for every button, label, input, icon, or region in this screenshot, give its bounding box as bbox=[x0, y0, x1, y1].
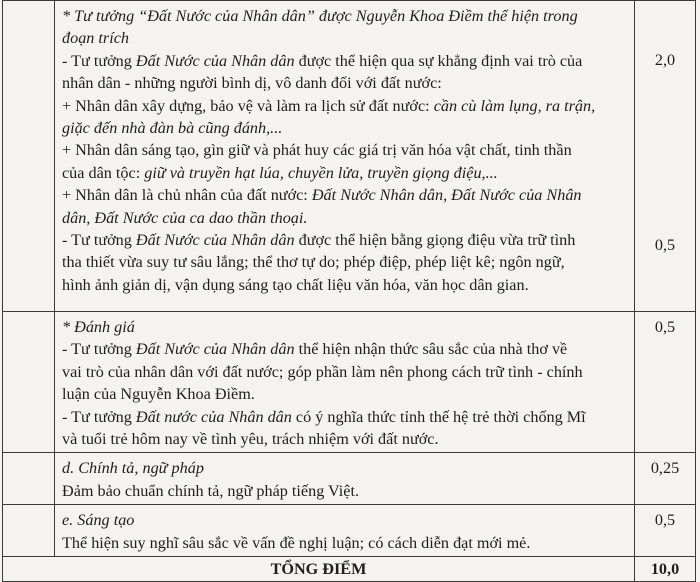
text-line bbox=[62, 27, 628, 49]
content-cell bbox=[55, 1, 635, 312]
text-line bbox=[62, 184, 628, 206]
text-run: Đảm bảo chuẩn chính tả, ngữ pháp tiếng Việt. bbox=[62, 481, 360, 500]
text-run: luận của Nguyễn Khoa Điềm. bbox=[62, 385, 255, 404]
table-row bbox=[3, 505, 696, 557]
italic-text: giữ và truyền hạt lúa, chuyền lửa, truyền giọng điệu,... bbox=[144, 163, 498, 182]
score-cell bbox=[635, 505, 696, 557]
text-line bbox=[62, 428, 628, 450]
text-line bbox=[62, 509, 628, 531]
italic-text: d. Chính tả, ngữ pháp bbox=[62, 459, 204, 478]
text-line bbox=[62, 532, 628, 554]
text-line bbox=[62, 361, 628, 383]
content-cell bbox=[55, 505, 635, 557]
text-line bbox=[62, 274, 628, 296]
text-line bbox=[62, 50, 628, 72]
text-line bbox=[62, 338, 628, 360]
total-value-cell bbox=[635, 557, 696, 582]
text-run: vai trò của nhân dân với đất nước; góp phần làm nên phong cách trữ tình - chính bbox=[62, 362, 583, 381]
text-line bbox=[62, 480, 628, 502]
italic-text: đoạn trích bbox=[62, 29, 129, 48]
italic-text: Đất Nước của Nhân dân bbox=[135, 51, 295, 70]
total-value: 10,0 bbox=[650, 560, 680, 579]
text-line bbox=[62, 251, 628, 273]
score-value: 0,25 bbox=[650, 459, 680, 478]
text-run: + Nhân dân xây dựng, bảo vệ và làm ra lịch sử đất nước: bbox=[62, 96, 434, 115]
text-run: - Tư tưởng bbox=[62, 51, 136, 70]
score-cell bbox=[635, 312, 696, 453]
table-row bbox=[3, 312, 696, 453]
content-cell bbox=[55, 453, 635, 505]
score-value: 0,5 bbox=[654, 511, 676, 530]
table-row bbox=[3, 453, 696, 505]
italic-text: e. Sáng tạo bbox=[62, 511, 135, 530]
index-cell bbox=[3, 312, 55, 453]
text-line bbox=[62, 117, 628, 139]
index-cell bbox=[3, 1, 55, 312]
text-line bbox=[62, 457, 628, 479]
text-line bbox=[62, 5, 628, 27]
text-line bbox=[62, 406, 628, 428]
italic-text: dân, Đất Nước của ca dao thần thoại. bbox=[62, 208, 308, 227]
text-run: Thể hiện suy nghĩ sâu sắc về vấn đề nghị luận; có cách diễn đạt mới mẻ. bbox=[62, 533, 531, 552]
italic-text: * Đánh giá bbox=[62, 318, 135, 336]
total-row bbox=[3, 557, 696, 582]
score-value: 0,5 bbox=[654, 236, 676, 255]
text-run: - Tư tưởng bbox=[62, 340, 136, 359]
text-run: tha thiết vừa suy tư sâu lắng; thể thơ tự do; phép điệp, phép liệt kê; ngôn ngữ, bbox=[62, 253, 565, 272]
content-cell bbox=[55, 312, 635, 453]
score-value: 0,5 bbox=[654, 318, 676, 336]
index-cell bbox=[3, 505, 55, 557]
italic-text: * Tư tưởng “Đất Nước của Nhân dân” được Nguyễn Khoa Điềm thể hiện trong bbox=[62, 7, 578, 25]
scoring-table bbox=[2, 0, 696, 582]
score-value: 2,0 bbox=[654, 51, 676, 69]
text-line bbox=[62, 229, 628, 251]
index-cell bbox=[3, 453, 55, 505]
text-run: + Nhân dân là chủ nhân của đất nước: bbox=[62, 186, 312, 205]
text-line bbox=[62, 139, 628, 161]
italic-text: Đất nước của Nhân dân bbox=[135, 407, 292, 426]
score-cell bbox=[635, 1, 696, 312]
text-run: của dân tộc: bbox=[62, 163, 145, 182]
score-cell bbox=[635, 453, 696, 505]
text-run: có ý nghĩa thức tỉnh thế hệ trẻ thời chống Mĩ bbox=[291, 407, 586, 426]
italic-text: Đất Nước Nhân dân, Đất Nước của Nhân bbox=[311, 186, 582, 205]
italic-text: Đất Nước của Nhân dân bbox=[135, 340, 295, 359]
text-line bbox=[62, 207, 628, 229]
text-line bbox=[62, 316, 628, 338]
text-run: hình ảnh giản dị, vận dụng sáng tạo chất liệu văn hóa, văn học dân gian. bbox=[62, 275, 529, 294]
text-run: - Tư tưởng bbox=[62, 407, 136, 426]
text-run: được thể hiện bằng giọng điệu vừa trữ tình bbox=[294, 231, 576, 250]
italic-text: cần cù làm lụng, ra trận, bbox=[433, 96, 596, 115]
text-run: nhân dân - những người bình dị, vô danh đối với đất nước: bbox=[62, 74, 442, 93]
total-label: TỔNG ĐIỂM bbox=[270, 560, 367, 579]
italic-text: giặc đến nhà đàn bà cũng đánh,... bbox=[62, 119, 283, 138]
text-run: - Tư tưởng bbox=[62, 231, 136, 250]
total-label-cell bbox=[3, 557, 635, 582]
text-line bbox=[62, 95, 628, 117]
text-line bbox=[62, 162, 628, 184]
text-run: được thể hiện qua sự khẳng định vai trò của bbox=[294, 51, 583, 70]
text-run: + Nhân dân sáng tạo, gìn giữ và phát huy các giá trị văn hóa vật chất, tinh thần bbox=[62, 141, 572, 160]
text-line bbox=[62, 383, 628, 405]
table-row bbox=[3, 1, 696, 312]
text-line bbox=[62, 72, 628, 94]
italic-text: Đất Nước của Nhân dân bbox=[135, 231, 295, 250]
text-run: thể hiện nhận thức sâu sắc của nhà thơ về bbox=[294, 340, 568, 359]
text-run: và tuổi trẻ hôm nay về tình yêu, trách nhiệm với đất nước. bbox=[62, 430, 439, 449]
